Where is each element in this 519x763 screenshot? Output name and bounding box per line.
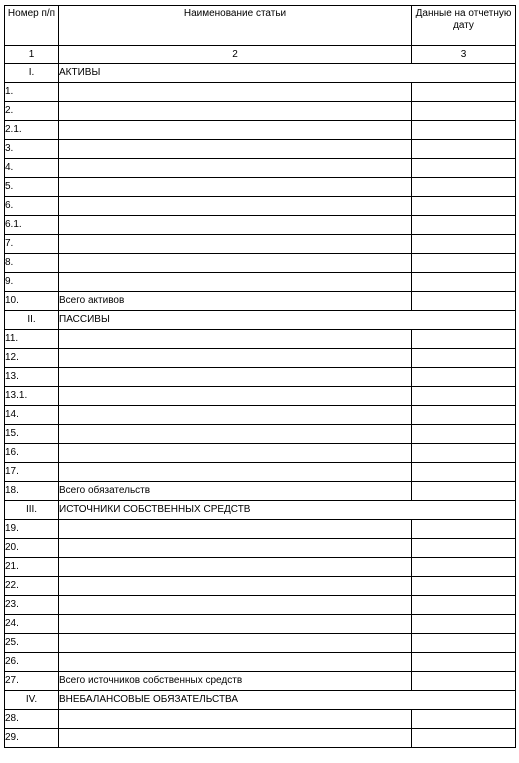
row-value-cell[interactable] [412,444,516,463]
row-number: 5. [5,178,59,197]
section-row [5,501,516,520]
row-value-cell[interactable] [412,387,516,406]
row-name-cell [59,425,412,444]
row-name-cell [59,254,412,273]
table-row [5,102,516,121]
row-value-cell[interactable] [412,558,516,577]
row-name-cell [59,159,412,178]
section-title: ИСТОЧНИКИ СОБСТВЕННЫХ СРЕДСТВ [59,501,516,520]
row-number: 6. [5,197,59,216]
row-number: 14. [5,406,59,425]
row-number: 2. [5,102,59,121]
row-number: 25. [5,634,59,653]
row-name-cell [59,444,412,463]
row-name-cell [59,653,412,672]
row-value-cell[interactable] [412,178,516,197]
table-row [5,577,516,596]
row-name-cell [59,520,412,539]
table-row [5,463,516,482]
row-value-cell[interactable] [412,235,516,254]
row-name-cell [59,216,412,235]
row-number: 27. [5,672,59,691]
row-number: 19. [5,520,59,539]
table-body [5,64,516,748]
row-number: 29. [5,729,59,748]
row-name-cell [59,634,412,653]
row-number: 9. [5,273,59,292]
section-row [5,691,516,710]
section-roman-numeral: I. [5,64,59,83]
row-name-cell: Всего обязательств [59,482,412,501]
row-name-cell [59,729,412,748]
table-header [5,6,516,64]
row-name-cell [59,710,412,729]
row-name-cell [59,463,412,482]
row-number: 20. [5,539,59,558]
row-name-cell [59,349,412,368]
row-number: 15. [5,425,59,444]
column-number-2: 2 [59,46,412,64]
row-name-cell [59,577,412,596]
row-value-cell[interactable] [412,463,516,482]
row-value-cell[interactable] [412,273,516,292]
table-row [5,634,516,653]
row-value-cell[interactable] [412,216,516,235]
header-number: Номер п/п [5,6,59,46]
row-name-cell: Всего источников собственных средств [59,672,412,691]
row-name-cell [59,368,412,387]
row-value-cell[interactable] [412,292,516,311]
row-number: 1. [5,83,59,102]
row-name-cell [59,235,412,254]
table-row [5,83,516,102]
row-number: 8. [5,254,59,273]
row-value-cell[interactable] [412,577,516,596]
table-row [5,197,516,216]
section-title: АКТИВЫ [59,64,516,83]
row-name-cell [59,406,412,425]
row-value-cell[interactable] [412,254,516,273]
row-value-cell[interactable] [412,349,516,368]
row-value-cell[interactable] [412,539,516,558]
column-number-1: 1 [5,46,59,64]
section-row [5,311,516,330]
row-number: 16. [5,444,59,463]
column-number-3: 3 [412,46,516,64]
section-roman-numeral: II. [5,311,59,330]
row-value-cell[interactable] [412,425,516,444]
table-row [5,330,516,349]
row-number: 10. [5,292,59,311]
table-row [5,254,516,273]
table-row [5,539,516,558]
table-row [5,216,516,235]
table-row [5,387,516,406]
table-row [5,159,516,178]
section-roman-numeral: IV. [5,691,59,710]
row-number: 21. [5,558,59,577]
header-name: Наименование статьи [59,6,412,46]
row-value-cell[interactable] [412,615,516,634]
row-name-cell [59,558,412,577]
row-name-cell [59,615,412,634]
row-name-cell [59,539,412,558]
row-number: 28. [5,710,59,729]
table-row [5,558,516,577]
table-row [5,653,516,672]
row-value-cell[interactable] [412,520,516,539]
row-value-cell[interactable] [412,330,516,349]
row-value-cell[interactable] [412,710,516,729]
row-value-cell[interactable] [412,121,516,140]
table-row [5,596,516,615]
row-value-cell[interactable] [412,596,516,615]
row-value-cell[interactable] [412,634,516,653]
table-row [5,140,516,159]
section-roman-numeral: III. [5,501,59,520]
row-number: 26. [5,653,59,672]
row-number: 23. [5,596,59,615]
header-row [5,6,516,46]
row-value-cell[interactable] [412,729,516,748]
row-value-cell[interactable] [412,102,516,121]
table-row [5,178,516,197]
row-number: 13. [5,368,59,387]
row-number: 7. [5,235,59,254]
row-number: 11. [5,330,59,349]
table-row [5,235,516,254]
row-name-cell [59,121,412,140]
row-number: 24. [5,615,59,634]
row-number: 4. [5,159,59,178]
balance-sheet-table [4,5,516,748]
column-number-row [5,46,516,64]
row-name-cell [59,140,412,159]
table-row [5,444,516,463]
header-value: Данные на отчетную дату [412,6,516,46]
row-value-cell[interactable] [412,672,516,691]
row-number: 17. [5,463,59,482]
row-name-cell [59,178,412,197]
row-value-cell[interactable] [412,653,516,672]
row-value-cell[interactable] [412,83,516,102]
table-row [5,672,516,691]
table-row [5,615,516,634]
row-value-cell[interactable] [412,159,516,178]
table-row [5,349,516,368]
row-number: 2.1. [5,121,59,140]
row-value-cell[interactable] [412,406,516,425]
row-name-cell [59,197,412,216]
table-row [5,368,516,387]
row-value-cell[interactable] [412,368,516,387]
row-name-cell [59,83,412,102]
row-name-cell [59,102,412,121]
section-row [5,64,516,83]
row-name-cell: Всего активов [59,292,412,311]
table-row [5,425,516,444]
row-number: 12. [5,349,59,368]
table-row [5,273,516,292]
table-row [5,121,516,140]
table-row [5,482,516,501]
row-number: 3. [5,140,59,159]
table-row [5,406,516,425]
row-name-cell [59,330,412,349]
row-value-cell[interactable] [412,197,516,216]
row-number: 13.1. [5,387,59,406]
row-name-cell [59,387,412,406]
row-number: 18. [5,482,59,501]
table-row [5,292,516,311]
row-name-cell [59,596,412,615]
row-value-cell[interactable] [412,140,516,159]
section-title: ВНЕБАЛАНСОВЫЕ ОБЯЗАТЕЛЬСТВА [59,691,516,710]
section-title: ПАССИВЫ [59,311,516,330]
row-value-cell[interactable] [412,482,516,501]
row-number: 22. [5,577,59,596]
table-row [5,710,516,729]
row-name-cell [59,273,412,292]
row-number: 6.1. [5,216,59,235]
table-row [5,729,516,748]
table-row [5,520,516,539]
